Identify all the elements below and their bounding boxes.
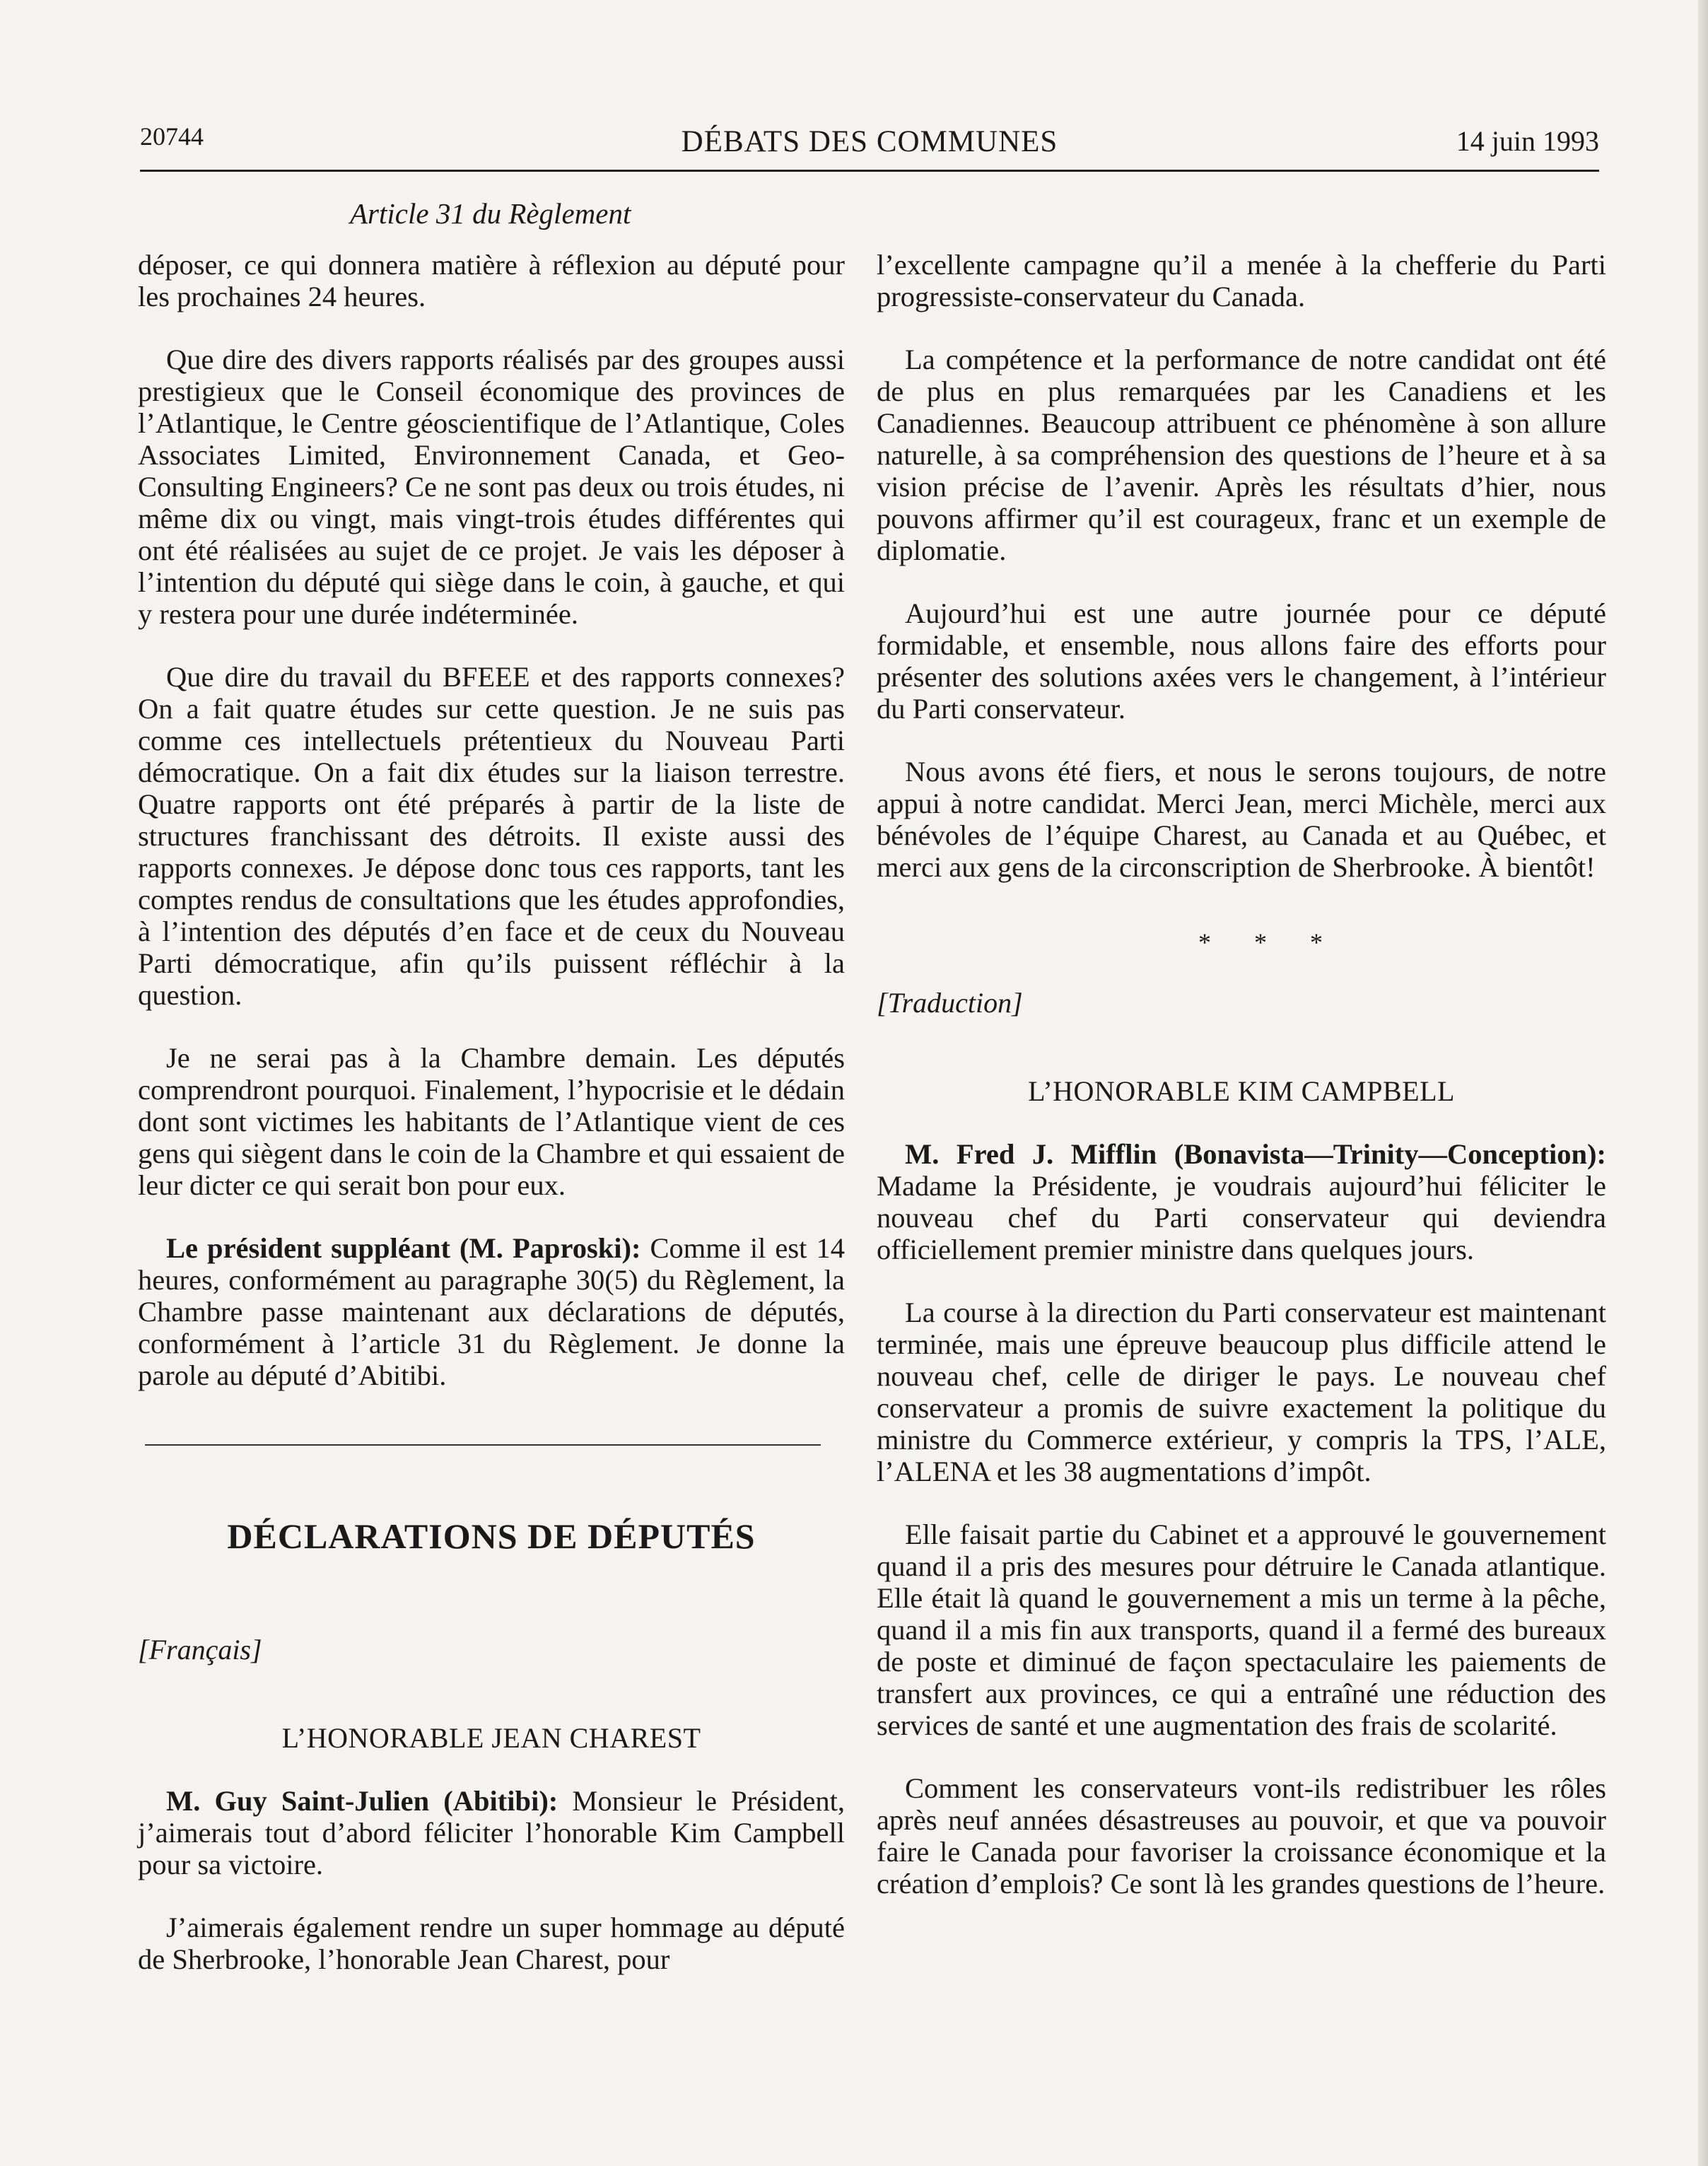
statement-heading: L’HONORABLE KIM CAMPBELL bbox=[1028, 1075, 1455, 1107]
language-tag: [Français] bbox=[138, 1634, 262, 1666]
section-title: DÉCLARATIONS DE DÉPUTÉS bbox=[227, 1516, 756, 1556]
speaker-paragraph bbox=[877, 1138, 1606, 1265]
page-header bbox=[140, 122, 1599, 171]
left-column bbox=[138, 249, 845, 2006]
paragraph: déposer, ce qui donnera matière à réflexion au député pour les prochaines 24 heures. bbox=[138, 249, 845, 312]
page-date: 14 juin 1993 bbox=[1456, 125, 1599, 157]
paragraph: Comment les conservateurs vont-ils redistribuer les rôles après neuf années désastreuses au pouvoir, et que va pouvoir faire le Canada pour favoriser la croissance économique et la création d’emplois? Ce sont là les grandes questions de l’heure. bbox=[877, 1772, 1606, 1899]
language-tag: [Traduction] bbox=[877, 987, 1023, 1019]
speech-text: Comme il est 14 heures, conformément au paragraphe 30(5) du Règlement, la Chambre passe maintenant aux déclarations de députés, conformément à l’article 31 du Règlement. Je donne la parole au député d’Abitibi. bbox=[138, 1232, 845, 1391]
paragraph: Aujourd’hui est une autre journée pour ce député formidable, et ensemble, nous allons faire des efforts pour présenter des solutions axées vers le changement, à l’intérieur du Parti conservateur. bbox=[877, 597, 1606, 725]
paragraph: l’excellente campagne qu’il a menée à la chefferie du Parti progressiste-conservateur du Canada. bbox=[877, 249, 1606, 312]
statement-heading: L’HONORABLE JEAN CHAREST bbox=[281, 1722, 701, 1754]
paragraph: Nous avons été fiers, et nous le serons toujours, de notre appui à notre candidat. Merci Jean, merci Michèle, merci aux bénévoles de l’équipe Charest, au Canada et au Québec, et merci aux gens de la circonscription de Sherbrooke. À bientôt! bbox=[877, 756, 1606, 883]
paragraph: J’aimerais également rendre un super hommage au député de Sherbrooke, l’honorable Jean Charest, pour bbox=[138, 1912, 845, 1975]
section-divider bbox=[145, 1444, 821, 1446]
speaker-name: Le président suppléant (M. Paproski): bbox=[166, 1232, 641, 1264]
paragraph: Que dire du travail du BFEEE et des rapports connexes? On a fait quatre études sur cette question. Je ne suis pas comme ces intellectuels prétentieux du Nouveau Parti démocratique. On a fait dix études sur la liaison terrestre. Quatre rapports ont été préparés à partir de la liste de structures franchissant des détroits. Il existe aussi des rapports connexes. Je dépose donc tous ces rapports, tant les comptes rendus de consultations que les études approfondies, à l’intention des députés d’en face et de ceux du Nouveau Parti démocratique, afin qu’ils puissent réfléchir à la question. bbox=[138, 661, 845, 1011]
header-rule bbox=[140, 170, 1599, 172]
section-stars: * * * bbox=[1198, 928, 1341, 956]
speaker-paragraph bbox=[138, 1785, 845, 1880]
rubric: Article 31 du Règlement bbox=[350, 197, 631, 230]
journal-title: DÉBATS DES COMMUNES bbox=[681, 125, 1058, 158]
speech-text: Madame la Présidente, je voudrais aujourd’hui féliciter le nouveau chef du Parti conservateur qui deviendra officiellement premier ministre dans quelques jours. bbox=[877, 1170, 1606, 1265]
paragraph: Que dire des divers rapports réalisés par des groupes aussi prestigieux que le Conseil économique des provinces de l’Atlantique, le Centre géoscientifique de l’Atlantique, Coles Associates Limited, Environnement Canada, et Geo-Consulting Engineers? Ce ne sont pas deux ou trois études, ni même dix ou vingt, mais vingt-trois études différentes qui ont été réalisées au sujet de ce projet. Je vais les déposer à l’intention du député qui siège dans le coin, à gauche, et qui y restera pour une durée indéterminée. bbox=[138, 344, 845, 630]
speaker-name: M. Guy Saint-Julien (Abitibi): bbox=[166, 1785, 558, 1817]
speech-text: Monsieur le Président, j’aimerais tout d’abord féliciter l’honorable Kim Campbell pour sa victoire. bbox=[138, 1785, 845, 1880]
page-edge bbox=[1698, 0, 1708, 2166]
speaker-name: M. Fred J. Mifflin (Bonavista—Trinity—Conception): bbox=[905, 1138, 1606, 1170]
paragraph: La compétence et la performance de notre candidat ont été de plus en plus remarquées par les Canadiens et les Canadiennes. Beaucoup attribuent ce phénomène à son allure naturelle, à sa compréhension des questions de l’heure et à sa vision précise de l’avenir. Après les résultats d’hier, nous pouvons affirmer qu’il est courageux, franc et un exemple de diplomatie. bbox=[877, 344, 1606, 566]
speaker-paragraph bbox=[138, 1232, 845, 1391]
right-column bbox=[877, 249, 1606, 1931]
paragraph: Je ne serai pas à la Chambre demain. Les députés comprendront pourquoi. Finalement, l’hypocrisie et le dédain dont sont victimes les habitants de l’Atlantique vient de ces gens qui siègent dans le coin de la Chambre et qui essaient de leur dicter ce qui serait bon pour eux. bbox=[138, 1042, 845, 1201]
paragraph: Elle faisait partie du Cabinet et a approuvé le gouvernement quand il a pris des mesures pour détruire le Canada atlantique. Elle était là quand le gouvernement a mis un terme à la pêche, quand il a mis fin aux transports, quand il a fermé des bureaux de poste et diminué de façon spectaculaire les paiements de transfert aux provinces, ce qui a entraîné une réduction des services de santé et une augmentation des frais de scolarité. bbox=[877, 1518, 1606, 1741]
page-number: 20744 bbox=[140, 122, 204, 151]
paragraph: La course à la direction du Parti conservateur est maintenant terminée, mais une épreuve beaucoup plus difficile attend le nouveau chef, celle de diriger le pays. Le nouveau chef conservateur a promis de suivre exactement la politique du ministre du Commerce extérieur, y compris la TPS, l’ALE, l’ALENA et les 38 augmentations d’impôt. bbox=[877, 1296, 1606, 1487]
